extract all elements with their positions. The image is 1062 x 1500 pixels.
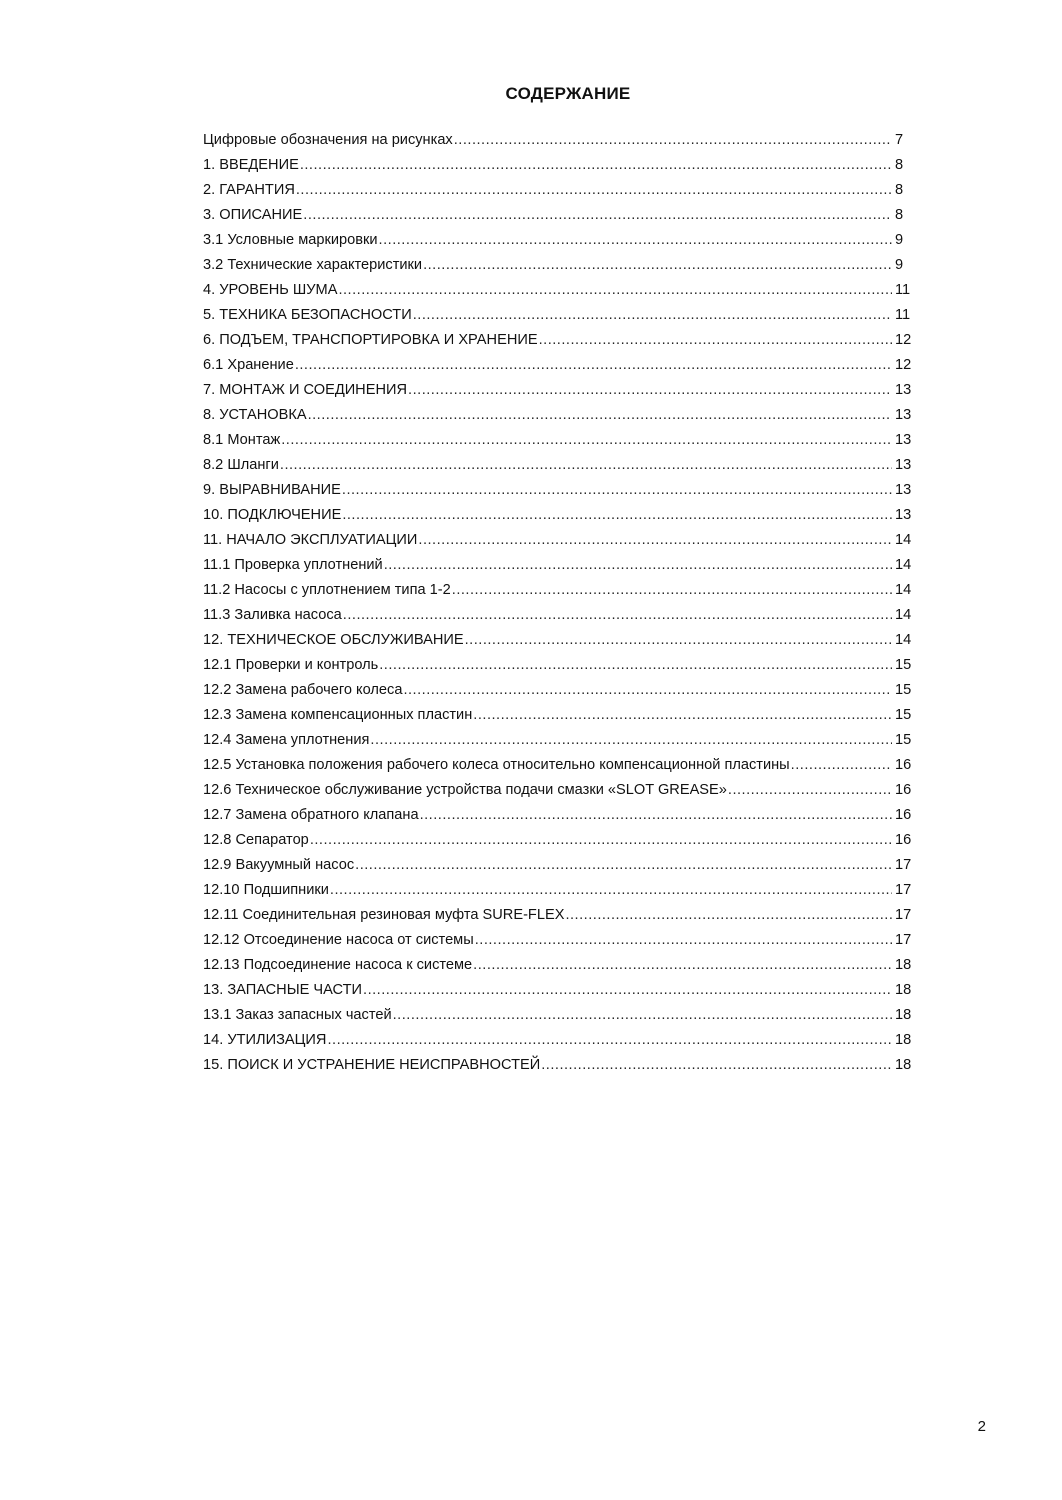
toc-entry-page: 16 [895, 782, 912, 798]
toc-entry-page: 12 [895, 332, 912, 348]
toc-entry-page: 15 [895, 682, 912, 698]
toc-leader-dots [473, 953, 892, 978]
toc-entry-label: 12.4 Замена уплотнения [203, 732, 370, 748]
toc-entry-label: 8.1 Монтаж [203, 432, 281, 448]
toc-entry[interactable] [203, 203, 915, 228]
toc-leader-dots [465, 628, 892, 653]
toc-entry[interactable] [203, 1028, 915, 1053]
toc-leader-dots [473, 703, 892, 728]
toc-entry-label: 8.2 Шланги [203, 457, 279, 473]
toc-entry-label: 9. ВЫРАВНИВАНИЕ [203, 482, 341, 498]
toc-entry[interactable] [203, 378, 915, 403]
toc-leader-dots [370, 728, 892, 753]
toc-entry-label: 12. ТЕХНИЧЕСКОЕ ОБСЛУЖИВАНИЕ [203, 632, 464, 648]
toc-entry-page: 7 [895, 132, 904, 148]
toc-leader-dots [327, 1028, 892, 1053]
toc-entry-page: 14 [895, 557, 912, 573]
toc-leader-dots [393, 1003, 892, 1028]
toc-entry-page: 13 [895, 432, 912, 448]
toc-entry-label: 12.8 Сепаратор [203, 832, 309, 848]
toc-entry[interactable] [203, 603, 915, 628]
toc-entry-page: 14 [895, 632, 912, 648]
toc-entry[interactable] [203, 278, 915, 303]
toc-entry-label: 8. УСТАНОВКА [203, 407, 307, 423]
toc-entry-label: 2. ГАРАНТИЯ [203, 182, 295, 198]
toc-leader-dots [423, 253, 892, 278]
toc-entry-label: 4. УРОВЕНЬ ШУМА [203, 282, 338, 298]
toc-entry-label: 11.1 Проверка уплотнений [203, 557, 383, 573]
toc-leader-dots [413, 303, 892, 328]
toc-entry[interactable] [203, 228, 915, 253]
toc-entry[interactable] [203, 678, 915, 703]
toc-entry-label: 12.5 Установка положения рабочего колеса относительно компенсационной пластины [203, 757, 790, 773]
toc-entry[interactable] [203, 728, 915, 753]
toc-entry-label: 14. УТИЛИЗАЦИЯ [203, 1032, 327, 1048]
toc-entry-label: 12.6 Техническое обслуживание устройства подачи смазки «SLOT GREASE» [203, 782, 727, 798]
toc-entry-label: 11.2 Насосы с уплотнением типа 1-2 [203, 582, 451, 598]
toc-entry[interactable] [203, 178, 915, 203]
toc-leader-dots [565, 903, 892, 928]
toc-leader-dots [310, 828, 892, 853]
toc-entry-label: 13. ЗАПАСНЫЕ ЧАСТИ [203, 982, 363, 998]
toc-leader-dots [452, 578, 892, 603]
toc-entry-label: 12.13 Подсоединение насоса к системе [203, 957, 473, 973]
toc-leader-dots [791, 753, 892, 778]
toc-entry[interactable] [203, 878, 915, 903]
toc-entry-page: 13 [895, 382, 912, 398]
toc-leader-dots [308, 403, 892, 428]
toc-entry-page: 16 [895, 757, 912, 773]
toc-entry-label: 13.1 Заказ запасных частей [203, 1007, 392, 1023]
toc-entry-page: 18 [895, 1032, 912, 1048]
toc-leader-dots [343, 603, 892, 628]
toc-entry-label: 12.12 Отсоединение насоса от системы [203, 932, 474, 948]
toc-entry[interactable] [203, 628, 915, 653]
toc-entry[interactable] [203, 828, 915, 853]
toc-leader-dots [384, 553, 892, 578]
toc-entry[interactable] [203, 903, 915, 928]
toc-entry[interactable] [203, 928, 915, 953]
toc-entry-page: 13 [895, 457, 912, 473]
toc-entry[interactable] [203, 953, 915, 978]
toc-entry-page: 15 [895, 707, 912, 723]
toc-entry-page: 11 [895, 282, 911, 298]
toc-entry-label: 3.2 Технические характеристики [203, 257, 423, 273]
toc-entry-label: 11. НАЧАЛО ЭКСПЛУАТИАЦИИ [203, 532, 418, 548]
toc-entry[interactable] [203, 453, 915, 478]
toc-leader-dots [363, 978, 892, 1003]
toc-entry-page: 8 [895, 157, 904, 173]
toc-entry[interactable] [203, 478, 915, 503]
toc-entry-label: 12.3 Замена компенсационных пластин [203, 707, 473, 723]
toc-entry-page: 16 [895, 832, 912, 848]
toc-entry[interactable] [203, 1053, 915, 1078]
toc-entry[interactable] [203, 128, 915, 153]
toc-leader-dots [303, 203, 892, 228]
toc-entry[interactable] [203, 578, 915, 603]
toc-entry[interactable] [203, 703, 915, 728]
toc-entry[interactable] [203, 428, 915, 453]
toc-leader-dots [408, 378, 892, 403]
toc-leader-dots [379, 228, 892, 253]
toc-entry[interactable] [203, 353, 915, 378]
toc-entry-label: 1. ВВЕДЕНИЕ [203, 157, 299, 173]
toc-entry-label: Цифровые обозначения на рисунках [203, 132, 453, 148]
toc-leader-dots [541, 1053, 892, 1078]
toc-leader-dots [475, 928, 892, 953]
toc-entry-label: 5. ТЕХНИКА БЕЗОПАСНОСТИ [203, 307, 412, 323]
toc-entry-page: 18 [895, 982, 912, 998]
toc-leader-dots [296, 178, 892, 203]
toc-entry-page: 9 [895, 257, 904, 273]
toc-entry-label: 12.1 Проверки и контроль [203, 657, 379, 673]
toc-entry-page: 18 [895, 957, 912, 973]
toc-entry-label: 12.7 Замена обратного клапана [203, 807, 419, 823]
toc-entry[interactable] [203, 978, 915, 1003]
toc-leader-dots [281, 428, 892, 453]
toc-leader-dots [418, 528, 892, 553]
toc-entry-page: 17 [895, 932, 912, 948]
toc-entry[interactable] [203, 803, 915, 828]
toc-entry-label: 3. ОПИСАНИЕ [203, 207, 303, 223]
toc-entry[interactable] [203, 653, 915, 678]
toc-entry-page: 8 [895, 182, 904, 198]
toc-leader-dots [728, 778, 892, 803]
toc-entry-label: 10. ПОДКЛЮЧЕНИЕ [203, 507, 342, 523]
toc-entry-page: 17 [895, 907, 912, 923]
toc-entry[interactable] [203, 1003, 915, 1028]
toc-entry[interactable] [203, 403, 915, 428]
toc-entry[interactable] [203, 153, 915, 178]
toc-leader-dots [338, 278, 892, 303]
toc-entry-page: 9 [895, 232, 904, 248]
toc-entry[interactable] [203, 328, 915, 353]
toc-leader-dots [300, 153, 892, 178]
toc-entry-page: 15 [895, 657, 912, 673]
toc-entry-label: 3.1 Условные маркировки [203, 232, 378, 248]
toc-entry-page: 13 [895, 407, 912, 423]
toc-entry-page: 17 [895, 857, 912, 873]
toc-entry[interactable] [203, 553, 915, 578]
toc-entry-page: 11 [895, 307, 911, 323]
toc-entry-page: 13 [895, 482, 912, 498]
toc-entry-label: 12.10 Подшипники [203, 882, 329, 898]
toc-entry-page: 8 [895, 207, 904, 223]
toc-entry-label: 6.1 Хранение [203, 357, 294, 373]
page-number: 2 [977, 1418, 986, 1435]
toc-entry-page: 15 [895, 732, 912, 748]
toc-entry-page: 14 [895, 607, 912, 623]
toc-entry[interactable] [203, 503, 915, 528]
toc-leader-dots [403, 678, 892, 703]
toc-entry-label: 6. ПОДЪЕМ, ТРАНСПОРТИРОВКА И ХРАНЕНИЕ [203, 332, 538, 348]
toc-entry-label: 7. МОНТАЖ И СОЕДИНЕНИЯ [203, 382, 408, 398]
toc-leader-dots [295, 353, 892, 378]
toc-leader-dots [379, 653, 892, 678]
toc-entry-page: 17 [895, 882, 912, 898]
toc-entry-page: 14 [895, 582, 912, 598]
toc-entry-page: 18 [895, 1007, 912, 1023]
toc-entry-page: 14 [895, 532, 912, 548]
toc-entry[interactable] [203, 528, 915, 553]
toc-entry-page: 12 [895, 357, 912, 373]
toc-leader-dots [355, 853, 892, 878]
page-title: СОДЕРЖАНИЕ [505, 84, 631, 103]
toc-entry[interactable] [203, 253, 915, 278]
toc-leader-dots [420, 803, 892, 828]
toc-leader-dots [454, 128, 892, 153]
toc-entry[interactable] [203, 853, 915, 878]
toc-leader-dots [342, 503, 892, 528]
toc-entry-label: 12.9 Вакуумный насос [203, 857, 355, 873]
toc-entry[interactable] [203, 303, 915, 328]
table-of-contents [203, 128, 915, 1078]
toc-entry[interactable] [203, 753, 915, 778]
toc-entry[interactable] [203, 778, 915, 803]
toc-entry-label: 11.3 Заливка насоса [203, 607, 342, 623]
toc-leader-dots [330, 878, 892, 903]
toc-entry-page: 18 [895, 1057, 912, 1073]
toc-entry-label: 15. ПОИСК И УСТРАНЕНИЕ НЕИСПРАВНОСТЕЙ [203, 1057, 541, 1073]
toc-entry-label: 12.11 Соединительная резиновая муфта SURE-FLEX [203, 907, 565, 923]
toc-entry-page: 16 [895, 807, 912, 823]
toc-leader-dots [342, 478, 892, 503]
toc-leader-dots [539, 328, 892, 353]
toc-entry-page: 13 [895, 507, 912, 523]
toc-entry-label: 12.2 Замена рабочего колеса [203, 682, 403, 698]
toc-leader-dots [280, 453, 892, 478]
